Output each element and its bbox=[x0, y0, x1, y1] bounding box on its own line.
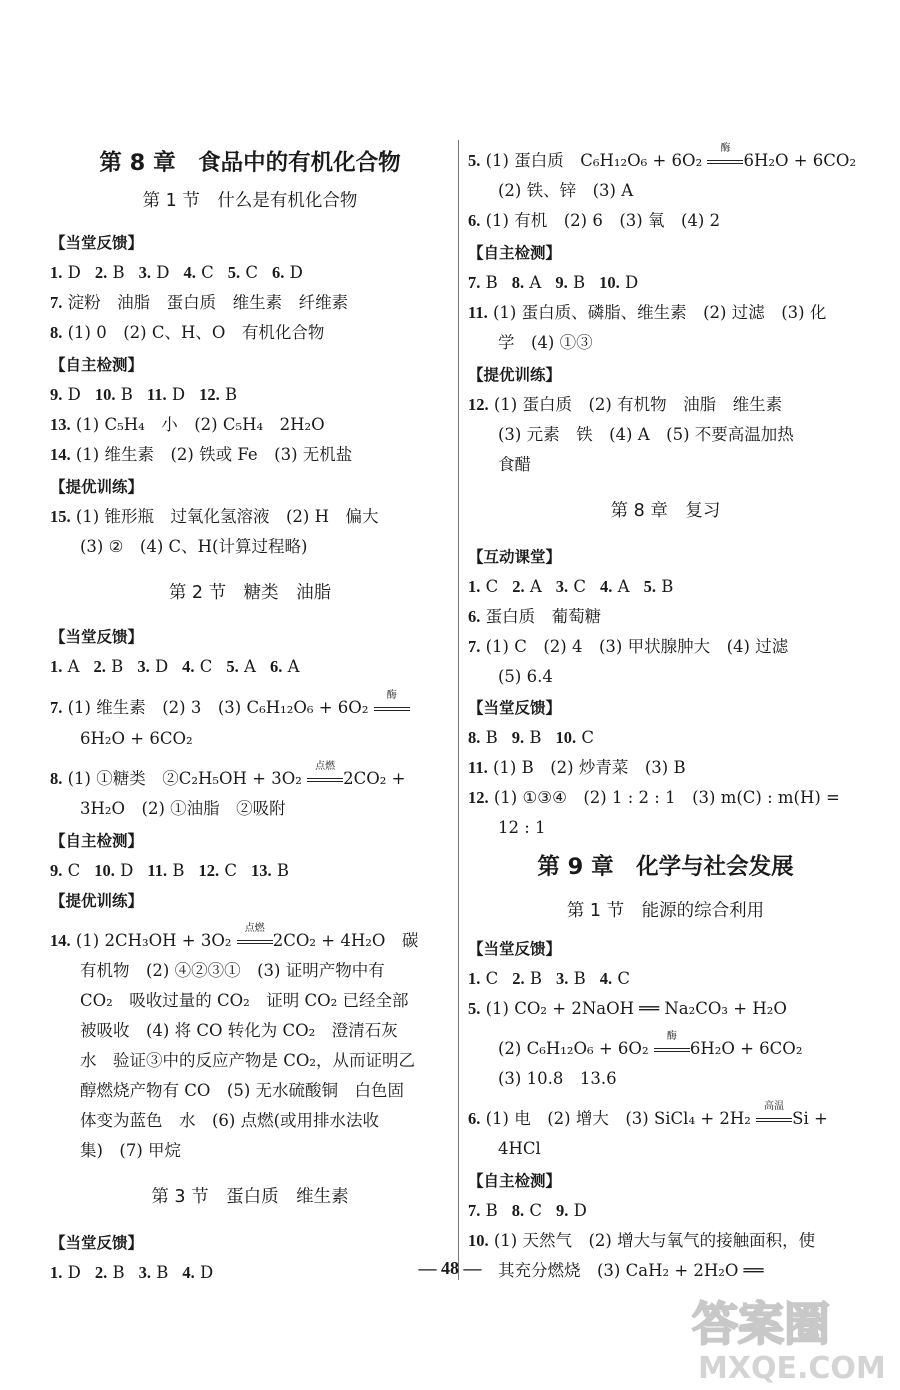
answer-line: 体变为蓝色 水 (6) 点燃(或用排水法收 bbox=[80, 1111, 380, 1130]
answer-line: 6. (1) 电 (2) 增大 (3) SiCl₄ + 2H₂ 高温 Si + bbox=[468, 1108, 828, 1130]
section-tag: 【当堂反馈】 bbox=[50, 1234, 144, 1252]
answer-line: (3) ② (4) C、H(计算过程略) bbox=[80, 537, 308, 556]
section-tag: 【提优训练】 bbox=[50, 478, 144, 496]
answer-line: 11. (1) B (2) 炒青菜 (3) B bbox=[468, 758, 686, 777]
answer-line: 10. (1) 天然气 (2) 增大与氧气的接触面积，使 bbox=[468, 1231, 816, 1250]
reaction-condition: 点燃 bbox=[244, 923, 265, 934]
page-number: 48 bbox=[441, 1258, 459, 1278]
section-tag: 【当堂反馈】 bbox=[50, 628, 144, 646]
answer-line: 9. C 10. D 11. B 12. C 13. B bbox=[50, 861, 289, 880]
answer-line: 14. (1) 维生素 (2) 铁或 Fe (3) 无机盐 bbox=[50, 445, 353, 464]
review-title: 第 8 章 复习 bbox=[610, 501, 721, 521]
reaction-condition: 高温 bbox=[764, 1101, 785, 1112]
section-tag: 【自主检测】 bbox=[50, 832, 144, 850]
section-tag: 【自主检测】 bbox=[50, 356, 144, 374]
answer-line: 7. B 8. C 9. D bbox=[468, 1201, 587, 1220]
answer-line: 6. 蛋白质 葡萄糖 bbox=[468, 607, 602, 626]
answer-line: 学 (4) ①③ bbox=[498, 333, 593, 352]
answer-line: 9. D 10. B 11. D 12. B bbox=[50, 385, 238, 404]
page-footer: — 48 — bbox=[418, 1258, 482, 1278]
answer-line: 7. (1) 维生素 (2) 3 (3) C₆H₁₂O₆ + 6O₂ 酶 bbox=[50, 697, 410, 719]
watermark-site: MXQE.COM bbox=[698, 1351, 886, 1385]
answer-line: 5. (1) 蛋白质 C₆H₁₂O₆ + 6O₂ 酶 6H₂O + 6CO₂ bbox=[468, 150, 856, 172]
section-tag: 【提优训练】 bbox=[50, 892, 144, 910]
answer-line: 1. C 2. A 3. C 4. A 5. B bbox=[468, 577, 674, 596]
section-tag: 【提优训练】 bbox=[468, 366, 562, 384]
section-tag: 【自主检测】 bbox=[468, 244, 562, 262]
answer-line: 7. (1) C (2) 4 (3) 甲状腺肿大 (4) 过滤 bbox=[468, 637, 789, 656]
answer-line: 7. B 8. A 9. B 10. D bbox=[468, 273, 639, 292]
section-tag: 【当堂反馈】 bbox=[468, 940, 562, 958]
chapter-9-title: 第 9 章 化学与社会发展 bbox=[537, 854, 794, 880]
answer-line: (2) 铁、锌 (3) A bbox=[498, 181, 634, 200]
answer-line: (2) C₆H₁₂O₆ + 6O₂ 酶 6H₂O + 6CO₂ bbox=[498, 1038, 802, 1060]
section-tag: 【当堂反馈】 bbox=[468, 699, 562, 717]
answer-line: 水 验证③中的反应产物是 CO₂，从而证明乙 bbox=[80, 1051, 416, 1070]
section-tag: 【自主检测】 bbox=[468, 1172, 562, 1190]
answer-line: 8. (1) ①糖类 ②C₂H₅OH + 3O₂ 点燃 2CO₂ + bbox=[50, 768, 405, 790]
answer-line: 8. (1) 0 (2) C、H、O 有机化合物 bbox=[50, 323, 325, 342]
answer-line: 有机物 (2) ④②③① (3) 证明产物中有 bbox=[80, 961, 385, 980]
section-2-title: 第 2 节 糖类 油脂 bbox=[168, 583, 332, 603]
answer-line: 6H₂O + 6CO₂ bbox=[80, 729, 193, 748]
section-1-title: 第 1 节 什么是有机化合物 bbox=[142, 191, 358, 211]
answer-line: 6. (1) 有机 (2) 6 (3) 氧 (4) 2 bbox=[468, 211, 721, 230]
answer-line: 1. A 2. B 3. D 4. C 5. A 6. A bbox=[50, 657, 300, 676]
watermark-logo bbox=[690, 1290, 895, 1385]
section-tag: 【互动课堂】 bbox=[468, 548, 562, 566]
chapter-8-title: 第 8 章 食品中的有机化合物 bbox=[99, 150, 401, 176]
section-3-title: 第 3 节 蛋白质 维生素 bbox=[151, 1187, 349, 1207]
answer-line: (3) 元素 铁 (4) A (5) 不要高温加热 bbox=[498, 425, 794, 444]
answer-line: 醇燃烧产物有 CO (5) 无水硫酸铜 白色固 bbox=[80, 1081, 405, 1100]
reaction-condition: 酶 bbox=[720, 143, 731, 154]
answer-line: 11. (1) 蛋白质、磷脂、维生素 (2) 过滤 (3) 化 bbox=[468, 303, 827, 322]
answer-line: 13. (1) C₅H₄ 小 (2) C₅H₄ 2H₂O bbox=[50, 415, 325, 434]
answer-line: 1. D 2. B 3. D 4. C 5. C 6. D bbox=[50, 263, 303, 282]
answer-line: 其充分燃烧 (3) CaH₂ + 2H₂O ══ bbox=[498, 1261, 764, 1280]
column-divider bbox=[458, 140, 459, 1280]
answer-line: 12 : 1 bbox=[498, 818, 546, 837]
answer-line: 1. C 2. B 3. B 4. C bbox=[468, 969, 631, 988]
watermark-brand: 答案圈 bbox=[692, 1297, 830, 1351]
answer-line: 被吸收 (4) 将 CO 转化为 CO₂ 澄清石灰 bbox=[80, 1021, 398, 1040]
chapter-9-section-1-title: 第 1 节 能源的综合利用 bbox=[566, 901, 765, 921]
answer-line: 8. B 9. B 10. C bbox=[468, 728, 595, 747]
reaction-condition: 酶 bbox=[386, 690, 397, 701]
answer-line: 7. 淀粉 油脂 蛋白质 维生素 纤维素 bbox=[50, 293, 349, 312]
answer-line: 12. (1) 蛋白质 (2) 有机物 油脂 维生素 bbox=[468, 395, 783, 414]
answer-line: 4HCl bbox=[498, 1139, 541, 1158]
answer-line: 3H₂O (2) ①油脂 ②吸附 bbox=[80, 799, 286, 818]
answer-line: 1. D 2. B 3. B 4. D bbox=[50, 1263, 214, 1282]
reaction-condition: 点燃 bbox=[315, 761, 336, 772]
answer-line: (3) 10.8 13.6 bbox=[498, 1069, 617, 1088]
answer-line: 集) (7) 甲烷 bbox=[80, 1141, 182, 1160]
answer-line: CO₂ 吸收过量的 CO₂ 证明 CO₂ 已经全部 bbox=[80, 991, 409, 1010]
reaction-condition: 酶 bbox=[666, 1031, 677, 1042]
answer-line: 15. (1) 锥形瓶 过氧化氢溶液 (2) H 偏大 bbox=[50, 507, 379, 526]
answer-line: 14. (1) 2CH₃OH + 3O₂ 点燃 2CO₂ + 4H₂O 碳 bbox=[50, 930, 418, 952]
section-tag: 【当堂反馈】 bbox=[50, 234, 144, 252]
answer-line: (5) 6.4 bbox=[498, 667, 553, 686]
answer-line: 5. (1) CO₂ + 2NaOH ══ Na₂CO₃ + H₂O bbox=[468, 999, 787, 1018]
answer-line: 12. (1) ①③④ (2) 1 : 2 : 1 (3) m(C) : m(H) = bbox=[468, 788, 840, 807]
answer-line: 食醋 bbox=[498, 455, 531, 474]
